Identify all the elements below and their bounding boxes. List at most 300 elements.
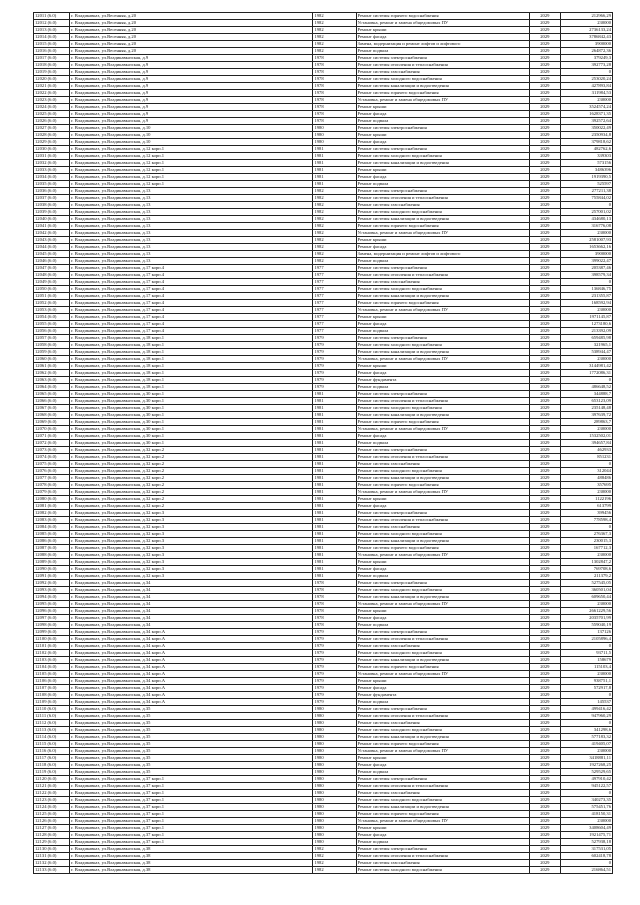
record-id-cell: 12083 (6.0) [34,517,70,524]
record-id-cell: 12082 (6.0) [34,510,70,517]
record-id-cell: 12126 (6.0) [34,818,70,825]
address-cell: г. Владикавказ, ул.Владикавказская, д.32 корп.2 [70,454,313,461]
work-type-cell: Ремонт системы отопления и теплоснабжения [356,62,529,69]
address-cell: г. Владикавказ, ул.Владикавказская, д.32 корп.3 [70,573,313,580]
address-cell: г. Владикавказ, ул.Владикавказская, д.30 корп.1 [70,405,313,412]
cost-cell: 397639,72 [560,412,612,419]
record-id-cell: 12098 (6.0) [34,622,70,629]
build-year-cell: 1979 [313,356,356,363]
cost-cell: 317531,05 [560,846,612,853]
build-year-cell: 1979 [313,342,356,349]
planned-year-cell: 2029 [529,286,560,293]
address-cell: г. Владикавказ, ул.Владикавказская, д.12 корп.1 [70,160,313,167]
table-row [34,307,613,314]
address-cell: г. Владикавказ, ул.Владикавказская, д.34 [70,615,313,622]
table-row [34,503,613,510]
table-row [34,237,613,244]
planned-year-cell: 2029 [529,300,560,307]
planned-year-cell: 2029 [529,727,560,734]
build-year-cell: 1981 [313,461,356,468]
work-type-cell: Ремонт крыши [356,237,529,244]
address-cell: г. Владикавказ, ул.Владикавказская, д.13 [70,258,313,265]
address-cell: г. Владикавказ, ул.Весенняя, д.20 [70,20,313,27]
work-type-cell: Ремонт системы канализации и водоотведения [356,657,529,664]
build-year-cell: 1981 [313,524,356,531]
table-row [34,804,613,811]
record-id-cell: 12090 (6.0) [34,566,70,573]
planned-year-cell: 2029 [529,139,560,146]
table-row [34,657,613,664]
build-year-cell: 1982 [313,860,356,867]
work-type-cell: Ремонт фундамента [356,377,529,384]
cost-cell: 3900000 [560,251,612,258]
build-year-cell: 1978 [313,587,356,594]
build-year-cell: 1979 [313,636,356,643]
cost-cell: 947960,29 [560,713,612,720]
address-cell: г. Владикавказ, ул.Владикавказская, д.10 [70,125,313,132]
record-id-cell: 12068 (6.0) [34,412,70,419]
work-type-cell: Установка, ремонт и замена общедомовых ПУ [356,671,529,678]
planned-year-cell: 2029 [529,188,560,195]
table-row [34,167,613,174]
work-type-cell: Ремонт системы отопления и теплоснабжения [356,713,529,720]
cost-cell: 497910,42 [560,776,612,783]
address-cell: г. Владикавказ, ул.Владикавказская, д.37 корп.1 [70,797,313,804]
record-id-cell: 12077 (6.0) [34,475,70,482]
build-year-cell: 1978 [313,69,356,76]
build-year-cell: 1978 [313,615,356,622]
table-row [34,244,613,251]
table-row [34,608,613,615]
address-cell: г. Владикавказ, ул.Владикавказская, д.17 корп.4 [70,265,313,272]
planned-year-cell: 2029 [529,440,560,447]
build-year-cell: 1980 [313,776,356,783]
cost-cell: 525597 [560,181,612,188]
work-type-cell: Ремонт системы горячего водоснабжения [356,300,529,307]
build-year-cell: 1982 [313,237,356,244]
cost-cell: 653123,09 [560,398,612,405]
address-cell: г. Владикавказ, ул.Владикавказская, д.32 корп.3 [70,538,313,545]
work-type-cell: Ремонт системы электроснабжения [356,510,529,517]
record-id-cell: 12062 (6.0) [34,370,70,377]
address-cell: г. Владикавказ, ул.Владикавказская, д.9 [70,83,313,90]
address-cell: г. Владикавказ, ул.Владикавказская, д.37 корп.1 [70,818,313,825]
record-id-cell: 12013 (6.0) [34,27,70,34]
planned-year-cell: 2029 [529,867,560,874]
record-id-cell: 12033 (6.0) [34,167,70,174]
table-row [34,405,613,412]
table-row [34,594,613,601]
build-year-cell: 1982 [313,216,356,223]
build-year-cell: 1980 [313,797,356,804]
work-type-cell: Ремонт системы электроснабжения [356,846,529,853]
cost-cell: 311984,53 [560,90,612,97]
build-year-cell: 1982 [313,244,356,251]
cost-cell: 115103,4 [560,664,612,671]
build-year-cell: 1980 [313,706,356,713]
record-id-cell: 12081 (6.0) [34,503,70,510]
address-cell: г. Владикавказ, ул.Владикавказская, д.35 [70,741,313,748]
cost-cell: 277211,38 [560,188,612,195]
planned-year-cell: 2029 [529,279,560,286]
build-year-cell: 1981 [313,545,356,552]
planned-year-cell: 2029 [529,230,560,237]
build-year-cell: 1977 [313,307,356,314]
table-row [34,216,613,223]
record-id-cell: 12121 (6.0) [34,783,70,790]
cost-cell: 0 [560,720,612,727]
planned-year-cell: 2029 [529,720,560,727]
record-id-cell: 12087 (6.0) [34,545,70,552]
planned-year-cell: 2029 [529,454,560,461]
cost-cell: 0 [560,202,612,209]
work-type-cell: Ремонт крыши [356,755,529,762]
table-row [34,223,613,230]
cost-cell: 0 [560,643,612,650]
cost-cell: 0 [560,524,612,531]
build-year-cell: 1980 [313,818,356,825]
cost-cell: 527938,18 [560,839,612,846]
work-type-cell: Ремонт системы газоснабжения [356,524,529,531]
record-id-cell: 12078 (6.0) [34,482,70,489]
capital-repair-registry-table [33,12,613,874]
record-id-cell: 12071 (6.0) [34,433,70,440]
table-row [34,818,613,825]
table-row [34,825,613,832]
build-year-cell: 1979 [313,349,356,356]
cost-cell: 235148,48 [560,405,612,412]
address-cell: г. Владикавказ, ул.Владикавказская, д.30 корп.1 [70,391,313,398]
record-id-cell: 12030 (6.0) [34,146,70,153]
record-id-cell: 12066 (6.0) [34,398,70,405]
build-year-cell: 1980 [313,720,356,727]
planned-year-cell: 2029 [529,643,560,650]
address-cell: г. Владикавказ, ул.Владикавказская, д.37 корп.1 [70,790,313,797]
planned-year-cell: 2029 [529,314,560,321]
address-cell: г. Владикавказ, ул.Владикавказская, д.9 [70,55,313,62]
work-type-cell: Установка, ремонт и замена общедомовых ПУ [356,20,529,27]
work-type-cell: Ремонт системы холодного водоснабжения [356,405,529,412]
cost-cell: 145537 [560,699,612,706]
address-cell: г. Владикавказ, ул.Владикавказская, д.12 корп.1 [70,146,313,153]
build-year-cell: 1981 [313,468,356,475]
record-id-cell: 12055 (6.0) [34,321,70,328]
address-cell: г. Владикавказ, ул.Владикавказская, д.13 [70,202,313,209]
build-year-cell: 1979 [313,685,356,692]
address-cell: г. Владикавказ, ул.Владикавказская, д.12 корп.1 [70,181,313,188]
table-row [34,314,613,321]
record-id-cell: 12022 (6.0) [34,90,70,97]
planned-year-cell: 2029 [529,216,560,223]
work-type-cell: Ремонт крыши [356,678,529,685]
work-type-cell: Ремонт системы электроснабжения [356,447,529,454]
build-year-cell: 1982 [313,251,356,258]
address-cell: г. Владикавказ, ул.Владикавказская, д.9 [70,97,313,104]
record-id-cell: 12040 (6.0) [34,216,70,223]
record-id-cell: 12128 (6.0) [34,832,70,839]
address-cell: г. Владикавказ, ул.Владикавказская, д.30 корп.1 [70,426,313,433]
build-year-cell: 1978 [313,111,356,118]
cost-cell: 488486 [560,475,612,482]
table-row [34,664,613,671]
address-cell: г. Владикавказ, ул.Владикавказская, д.38 [70,846,313,853]
work-type-cell: Установка, ремонт и замена общедомовых ПУ [356,426,529,433]
cost-cell: 230000 [560,489,612,496]
planned-year-cell: 2029 [529,601,560,608]
address-cell: г. Владикавказ, ул.Владикавказская, д.32 корп.3 [70,531,313,538]
planned-year-cell: 2029 [529,97,560,104]
work-type-cell: Ремонт системы канализации и водоотведения [356,538,529,545]
table-row [34,62,613,69]
build-year-cell: 1981 [313,559,356,566]
cost-cell: 427893,84 [560,83,612,90]
cost-cell: 339303 [560,153,612,160]
address-cell: г. Владикавказ, ул.Владикавказская, д.34 корп.А [70,678,313,685]
work-type-cell: Ремонт системы канализации и водоотведения [356,594,529,601]
address-cell: г. Владикавказ, ул.Владикавказская, д.35 [70,734,313,741]
address-cell: г. Владикавказ, ул.Владикавказская, д.18 корп.1 [70,377,313,384]
record-id-cell: 12124 (6.0) [34,804,70,811]
cost-cell: 158679 [560,657,612,664]
cost-cell: 1772086,31 [560,370,612,377]
table-row [34,622,613,629]
cost-cell: 778598,4 [560,517,612,524]
build-year-cell: 1981 [313,552,356,559]
cost-cell: 529529,65 [560,769,612,776]
record-id-cell: 12088 (6.0) [34,552,70,559]
planned-year-cell: 2029 [529,755,560,762]
planned-year-cell: 2029 [529,167,560,174]
cost-cell: 1302847,2 [560,559,612,566]
cost-cell: 321965,1 [560,342,612,349]
planned-year-cell: 2029 [529,818,560,825]
planned-year-cell: 2029 [529,587,560,594]
table-row [34,475,613,482]
work-type-cell: Ремонт системы отопления и теплоснабжения [356,517,529,524]
table-row [34,832,613,839]
cost-cell: 0 [560,860,612,867]
cost-cell: 659485,98 [560,335,612,342]
address-cell: г. Владикавказ, ул.Владикавказская, д.32 корп.2 [70,475,313,482]
table-row [34,601,613,608]
table-row [34,342,613,349]
address-cell: г. Владикавказ, ул.Владикавказская, д.18 корп.1 [70,370,313,377]
build-year-cell: 1979 [313,664,356,671]
planned-year-cell: 2029 [529,41,560,48]
planned-year-cell: 2029 [529,776,560,783]
address-cell: г. Владикавказ, ул.Владикавказская, д.13 [70,209,313,216]
planned-year-cell: 2029 [529,566,560,573]
address-cell: г. Владикавказ, ул.Владикавказская, д.34 корп.А [70,650,313,657]
table-row [34,363,613,370]
record-id-cell: 12097 (6.0) [34,615,70,622]
build-year-cell: 1979 [313,657,356,664]
address-cell: г. Владикавказ, ул.Владикавказская, д.17 корп.4 [70,293,313,300]
planned-year-cell: 2029 [529,433,560,440]
work-type-cell: Ремонт системы холодного водоснабжения [356,587,529,594]
table-row [34,174,613,181]
work-type-cell: Ремонт фасада [356,111,529,118]
table-row [34,41,613,48]
table-row [34,209,613,216]
address-cell: г. Владикавказ, ул.Владикавказская, д.9 [70,76,313,83]
registry-table-body [34,13,613,874]
work-type-cell: Ремонт фасада [356,433,529,440]
cost-cell: 769708,6 [560,566,612,573]
planned-year-cell: 2029 [529,622,560,629]
record-id-cell: 12119 (6.0) [34,769,70,776]
build-year-cell: 1981 [313,412,356,419]
work-type-cell: Ремонт крыши [356,314,529,321]
table-row [34,797,613,804]
work-type-cell: Ремонт системы горячего водоснабжения [356,741,529,748]
cost-cell: 230000 [560,671,612,678]
record-id-cell: 12011 (6.0) [34,13,70,20]
record-id-cell: 12091 (6.0) [34,573,70,580]
record-id-cell: 12106 (6.0) [34,678,70,685]
table-row [34,188,613,195]
record-id-cell: 12063 (6.0) [34,377,70,384]
work-type-cell: Ремонт системы холодного водоснабжения [356,468,529,475]
planned-year-cell: 2029 [529,545,560,552]
address-cell: г. Владикавказ, ул.Владикавказская, д.32 корп.2 [70,503,313,510]
table-row [34,104,613,111]
work-type-cell: Установка, ремонт и замена общедомовых ПУ [356,307,529,314]
work-type-cell: Ремонт фасада [356,615,529,622]
cost-cell: 341298,6 [560,727,612,734]
work-type-cell: Ремонт системы электроснабжения [356,391,529,398]
record-id-cell: 12049 (6.0) [34,279,70,286]
planned-year-cell: 2029 [529,307,560,314]
build-year-cell: 1981 [313,531,356,538]
build-year-cell: 1981 [313,391,356,398]
work-type-cell: Ремонт системы канализации и водоотведения [356,160,529,167]
record-id-cell: 12111 (6.0) [34,713,70,720]
planned-year-cell: 2029 [529,447,560,454]
table-row [34,258,613,265]
planned-year-cell: 2029 [529,335,560,342]
table-row [34,524,613,531]
table-row [34,398,613,405]
planned-year-cell: 2029 [529,734,560,741]
record-id-cell: 12064 (6.0) [34,384,70,391]
build-year-cell: 1981 [313,153,356,160]
table-row [34,769,613,776]
address-cell: г. Владикавказ, ул.Владикавказская, д.35 [70,762,313,769]
record-id-cell: 12073 (6.0) [34,447,70,454]
record-id-cell: 12108 (6.0) [34,692,70,699]
work-type-cell: Ремонт крыши [356,132,529,139]
build-year-cell: 1981 [313,426,356,433]
cost-cell: 399022,47 [560,258,612,265]
cost-cell: 2581007,93 [560,237,612,244]
work-type-cell: Ремонт системы холодного водоснабжения [356,153,529,160]
table-row [34,391,613,398]
record-id-cell: 12115 (6.0) [34,741,70,748]
work-type-cell: Ремонт подвала [356,181,529,188]
table-row [34,111,613,118]
planned-year-cell: 2029 [529,20,560,27]
work-type-cell: Ремонт системы газоснабжения [356,69,529,76]
cost-cell: 344888,7 [560,391,612,398]
table-row [34,566,613,573]
cost-cell: 230000 [560,818,612,825]
address-cell: г. Владикавказ, ул.Владикавказская, д.9 [70,90,313,97]
table-row [34,510,613,517]
address-cell: г. Владикавказ, ул.Владикавказская, д.17 корп.4 [70,286,313,293]
cost-cell: 1921475,71 [560,832,612,839]
table-row [34,328,613,335]
record-id-cell: 12044 (6.0) [34,244,70,251]
cost-cell: 577183,32 [560,734,612,741]
work-type-cell: Ремонт подвала [356,258,529,265]
build-year-cell: 1982 [313,230,356,237]
table-row [34,559,613,566]
table-row [34,48,613,55]
record-id-cell: 12096 (6.0) [34,608,70,615]
cost-cell: 253020,24 [560,76,612,83]
record-id-cell: 12103 (6.0) [34,657,70,664]
address-cell: г. Владикавказ, ул.Владикавказская, д.32 корп.3 [70,552,313,559]
build-year-cell: 1978 [313,594,356,601]
record-id-cell: 12133 (6.0) [34,867,70,874]
table-row [34,685,613,692]
build-year-cell: 1981 [313,475,356,482]
work-type-cell: Установка, ремонт и замена общедомовых ПУ [356,230,529,237]
work-type-cell: Установка, ремонт и замена общедомовых ПУ [356,356,529,363]
planned-year-cell: 2029 [529,209,560,216]
address-cell: г. Владикавказ, ул.Владикавказская, д.17 корп.4 [70,279,313,286]
address-cell: г. Владикавказ, ул.Владикавказская, д.34 корп.А [70,692,313,699]
record-id-cell: 12110 (6.0) [34,706,70,713]
address-cell: г. Владикавказ, ул.Владикавказская, д.37 корп.1 [70,825,313,832]
record-id-cell: 12076 (6.0) [34,468,70,475]
cost-cell: 1628371,35 [560,111,612,118]
table-row [34,496,613,503]
planned-year-cell: 2029 [529,790,560,797]
cost-cell: 357695 [560,482,612,489]
work-type-cell: Ремонт фасада [356,244,529,251]
record-id-cell: 12070 (6.0) [34,426,70,433]
cost-cell: 213392,09 [560,328,612,335]
build-year-cell: 1980 [313,783,356,790]
planned-year-cell: 2029 [529,195,560,202]
planned-year-cell: 2029 [529,524,560,531]
build-year-cell: 1979 [313,650,356,657]
work-type-cell: Ремонт системы электроснабжения [356,265,529,272]
work-type-cell: Ремонт подвала [356,699,529,706]
table-row [34,706,613,713]
record-id-cell: 12105 (6.0) [34,671,70,678]
planned-year-cell: 2029 [529,832,560,839]
cost-cell: 136846,75 [560,286,612,293]
table-row [34,839,613,846]
table-row [34,755,613,762]
record-id-cell: 12035 (6.0) [34,181,70,188]
work-type-cell: Ремонт системы газоснабжения [356,279,529,286]
build-year-cell: 1982 [313,48,356,55]
planned-year-cell: 2029 [529,398,560,405]
record-id-cell: 12127 (6.0) [34,825,70,832]
cost-cell: 230015,3 [560,538,612,545]
planned-year-cell: 2029 [529,118,560,125]
table-row [34,132,613,139]
planned-year-cell: 2029 [529,181,560,188]
work-type-cell: Ремонт системы канализации и водоотведения [356,804,529,811]
planned-year-cell: 2029 [529,48,560,55]
work-type-cell: Установка, ремонт и замена общедомовых ПУ [356,601,529,608]
cost-cell: 230000 [560,356,612,363]
